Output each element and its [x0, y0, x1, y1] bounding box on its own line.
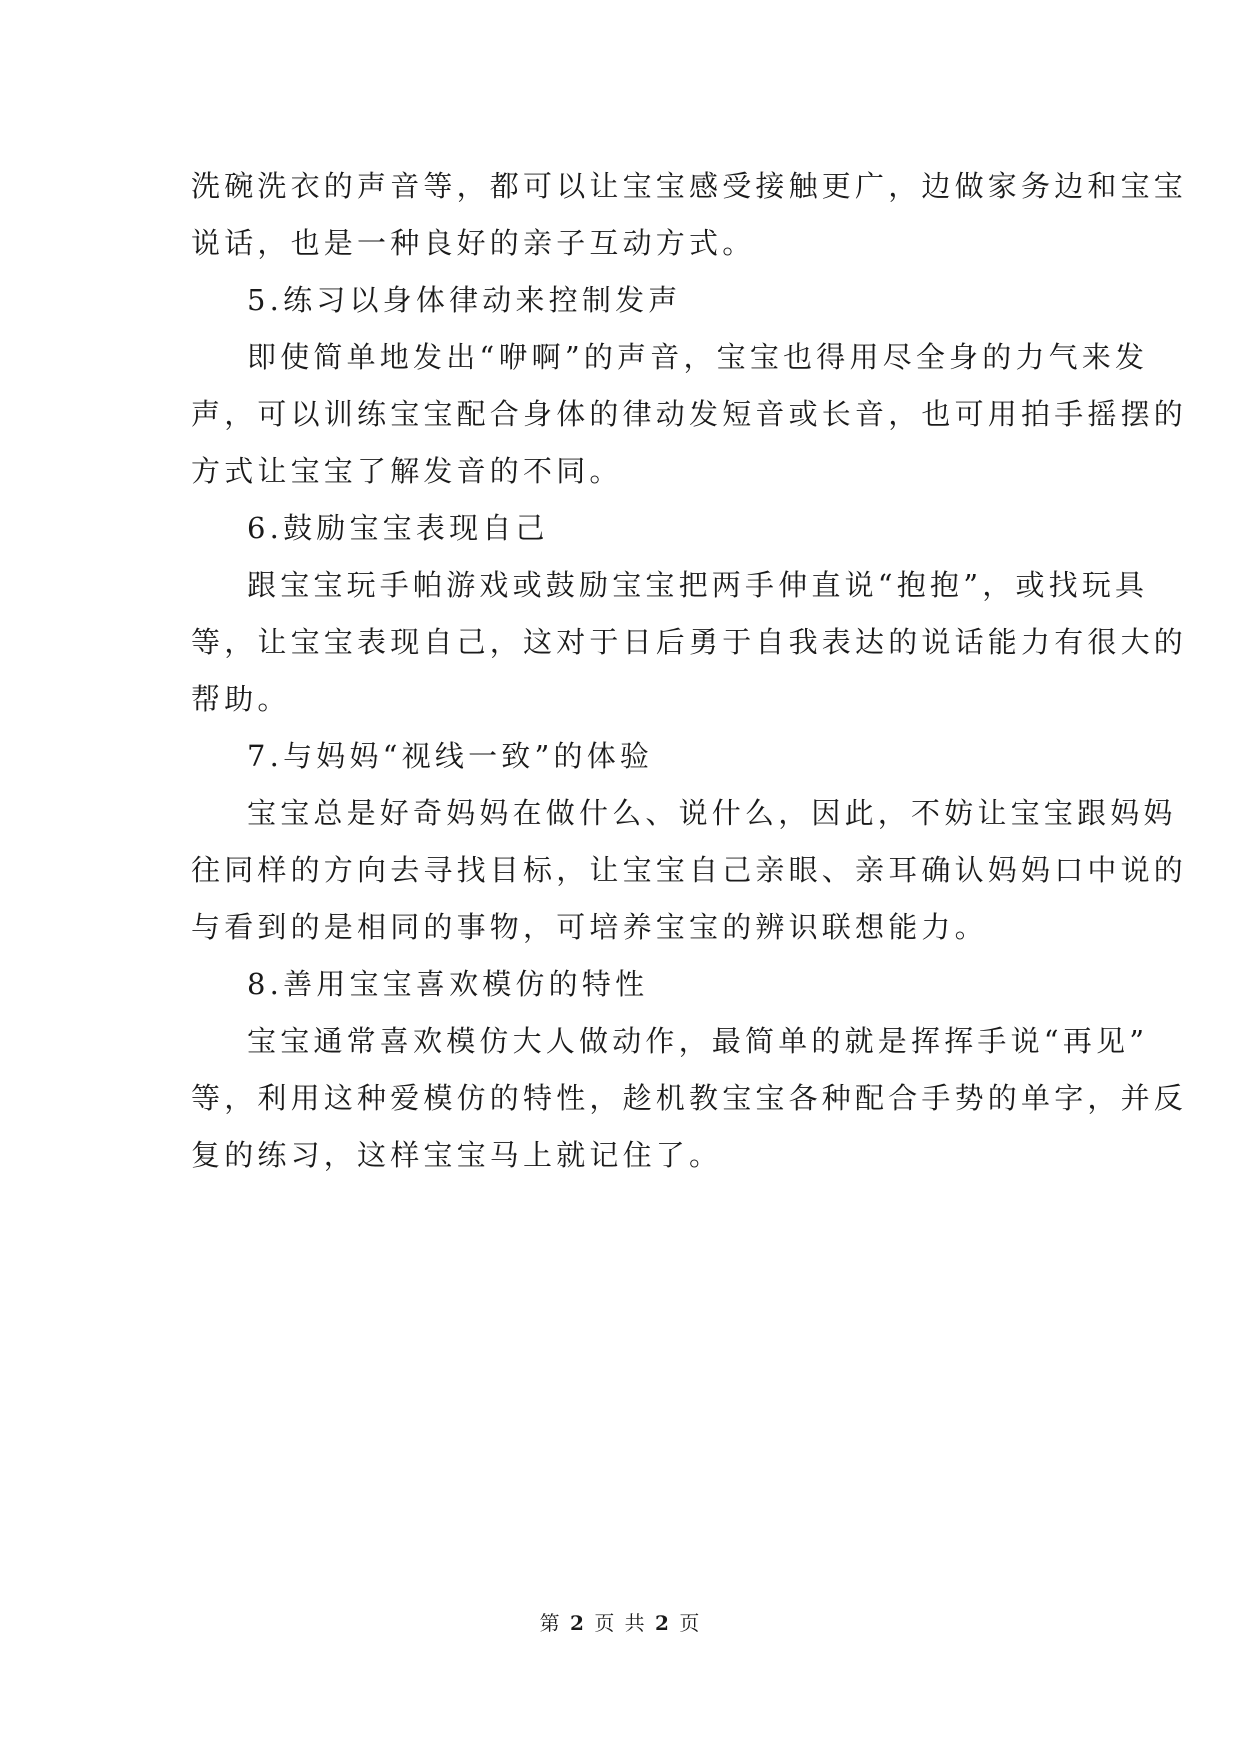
text-line: 等，让宝宝表现自己，这对于日后勇于自我表达的说话能力有很大的 [191, 625, 1188, 659]
text-line: 往同样的方向去寻找目标，让宝宝自己亲眼、亲耳确认妈妈口中说的 [191, 853, 1188, 887]
section-heading: 6.鼓励宝宝表现自己 [247, 511, 549, 545]
section-heading: 7.与妈妈“视线一致”的体验 [247, 739, 654, 773]
section-heading: 5.练习以身体律动来控制发声 [247, 283, 682, 317]
text-line: 帮助。 [191, 682, 291, 716]
section-heading: 8.善用宝宝喜欢模仿的特性 [247, 967, 649, 1001]
total-pages-number: 2 [655, 1611, 671, 1635]
text-line: 宝宝通常喜欢模仿大人做动作，最简单的就是挥挥手说“再见” [247, 1024, 1149, 1058]
text-line: 洗碗洗衣的声音等，都可以让宝宝感受接触更广，边做家务边和宝宝 [191, 169, 1188, 203]
text-line: 说话，也是一种良好的亲子互动方式。 [191, 226, 756, 260]
text-line: 即使简单地发出“咿啊”的声音，宝宝也得用尽全身的力气来发 [247, 340, 1149, 374]
footer-middle: 页 共 [594, 1611, 647, 1635]
text-line: 声，可以训练宝宝配合身体的律动发短音或长音，也可用拍手摇摆的 [191, 397, 1188, 431]
page-footer [0, 1607, 1241, 1636]
footer-prefix: 第 [539, 1611, 562, 1635]
text-line: 与看到的是相同的事物，可培养宝宝的辨识联想能力。 [191, 910, 988, 944]
text-line: 跟宝宝玩手帕游戏或鼓励宝宝把两手伸直说“抱抱”，或找玩具 [247, 568, 1149, 602]
text-line: 方式让宝宝了解发音的不同。 [191, 454, 623, 488]
text-line: 复的练习，这样宝宝马上就记住了。 [191, 1138, 723, 1172]
document-body [191, 158, 1188, 1184]
current-page-number: 2 [570, 1611, 586, 1635]
text-line: 宝宝总是好奇妈妈在做什么、说什么，因此，不妨让宝宝跟妈妈 [247, 796, 1177, 830]
footer-suffix: 页 [679, 1611, 702, 1635]
text-line: 等，利用这种爱模仿的特性，趁机教宝宝各种配合手势的单字，并反 [191, 1081, 1188, 1115]
